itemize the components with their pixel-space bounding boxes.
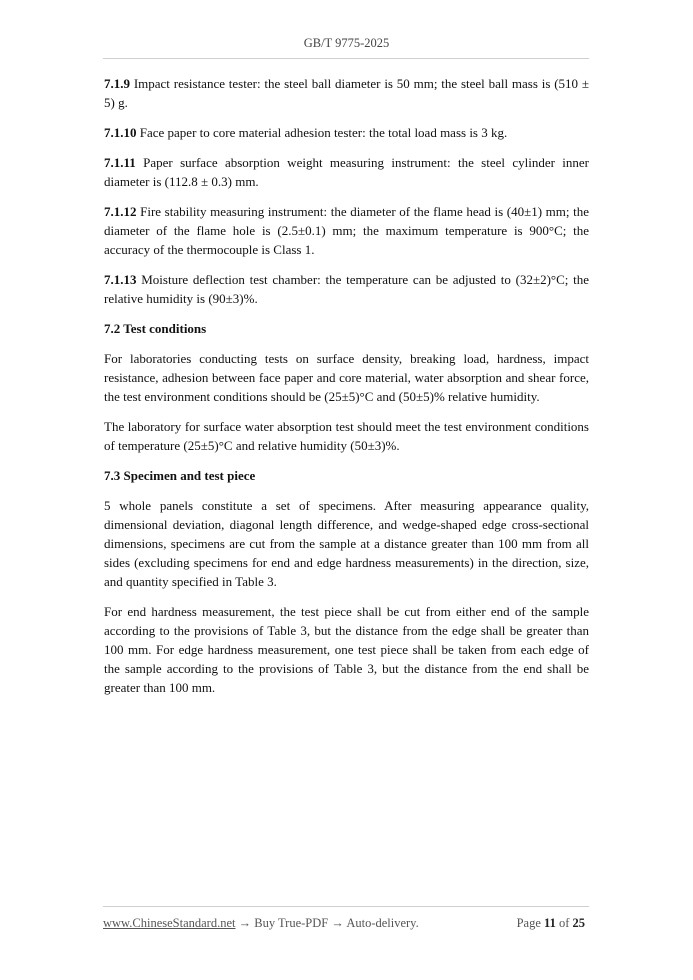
of-label: of <box>558 916 570 930</box>
clause-7-1-11 <box>104 153 589 191</box>
section-heading-specimen: 7.3 Specimen and test piece <box>104 468 256 483</box>
clause-number: 7.1.11 <box>104 155 136 170</box>
specimen-paragraph-1: 5 whole panels constitute a set of specimens. After measuring appearance quality, dimensional deviation, diagonal length difference, and wedge-shaped edge cross-sectional dimensions, specimens are cut from the sample at a distance greater than 100 mm from all sides (excluding specimens for end and edge hardness measurements) in the direction, size, and quantity specified in Table 3. <box>104 498 589 589</box>
total-pages: 25 <box>572 916 585 930</box>
website-link[interactable]: www.ChineseStandard.net <box>103 916 236 930</box>
page-number <box>517 916 585 931</box>
clause-7-1-10 <box>104 123 589 142</box>
page-footer <box>103 916 589 934</box>
clause-7-1-12 <box>104 202 589 259</box>
specimen-paragraph-2: For end hardness measurement, the test piece shall be cut from either end of the sample according to the provisions of Table 3, but the distance from the edge shall be greater than 100 mm. For edge hardness measurement, one test piece shall be taken from each edge of the sample according to the provisions of Table 3, but the distance from the end shall be greater than 100 mm. <box>104 604 589 695</box>
clause-number: 7.1.12 <box>104 204 137 219</box>
section-heading-test-conditions: 7.2 Test conditions <box>104 321 207 336</box>
clause-text: Moisture deflection test chamber: the temperature can be adjusted to (32±2)°C; the relative humidity is (90±3)%. <box>104 272 589 306</box>
arrow-right-icon: → <box>238 916 252 930</box>
page-label: Page <box>516 916 541 930</box>
clause-text: Impact resistance tester: the steel ball diameter is 50 mm; the steel ball mass is (510 ± 5) g. <box>104 76 590 110</box>
test-conditions-paragraph-2: The laboratory for surface water absorption test should meet the test environment conditions of temperature (25±5)°C and relative humidity (50±3)%. <box>104 419 589 453</box>
page-content <box>104 74 589 708</box>
clause-number: 7.1.9 <box>104 76 130 91</box>
buy-true-pdf-text: Buy True-PDF <box>254 916 329 930</box>
test-conditions-paragraph-1: For laboratories conducting tests on surface density, breaking load, hardness, impact resistance, adhesion between face paper and core material, water absorption and shear force, the test environment conditions should be (25±5)°C and (50±5)% relative humidity. <box>104 351 589 404</box>
page-header <box>0 36 693 51</box>
footer-promo <box>103 916 419 931</box>
footer-divider <box>103 906 589 907</box>
auto-delivery-text: Auto-delivery. <box>346 916 419 930</box>
clause-text: Paper surface absorption weight measuring instrument: the steel cylinder inner diameter is (112.8 ± 0.3) mm. <box>104 155 589 189</box>
document-id: GB/T 9775-2025 <box>303 36 390 50</box>
clause-text: Fire stability measuring instrument: the diameter of the flame head is (40±1) mm; the diameter of the flame hole is (2.5±0.1) mm; the maximum temperature is 900°C; the accuracy of the thermocouple is Class 1. <box>104 204 589 257</box>
clause-text: Face paper to core material adhesion tester: the total load mass is 3 kg. <box>139 125 508 140</box>
header-divider <box>103 58 589 59</box>
arrow-right-icon: → <box>331 916 344 930</box>
clause-number: 7.1.10 <box>104 125 137 140</box>
current-page: 11 <box>544 916 556 930</box>
clause-7-1-9 <box>104 74 589 112</box>
clause-number: 7.1.13 <box>104 272 137 287</box>
clause-7-1-13 <box>104 270 589 308</box>
